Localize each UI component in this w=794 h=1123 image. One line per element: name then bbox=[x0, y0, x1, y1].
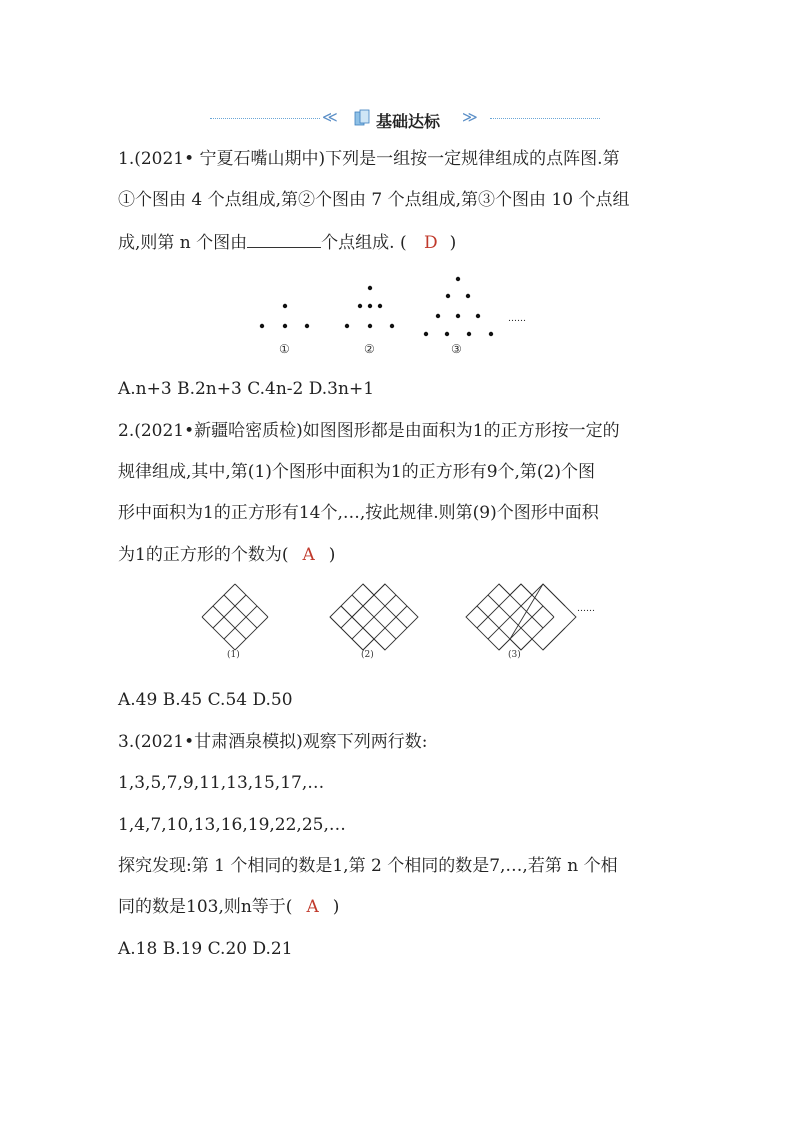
q3-options: A.18 B.19 C.20 D.21 bbox=[118, 939, 293, 959]
q1-caption-2: ② bbox=[364, 342, 375, 356]
header-right-mark: ≫ bbox=[462, 108, 478, 126]
q1-options: A.n+3 B.2n+3 C.4n-2 D.3n+1 bbox=[118, 379, 375, 399]
q1-line2: ①个图由 4 个点组成,第②个图由 7 个点组成,第③个图由 10 个点组 bbox=[118, 190, 630, 210]
q1-dot-figures bbox=[250, 272, 540, 362]
q1-line3-text2: 个点组成. ( bbox=[321, 233, 407, 253]
q3-line1: 3.(2021•甘肃酒泉模拟)观察下列两行数: bbox=[118, 732, 428, 752]
q2-line4-text: 为1的正方形的个数为( bbox=[118, 545, 289, 565]
q2-ellipsis: …… bbox=[577, 604, 595, 614]
q3-answer: A bbox=[306, 897, 319, 917]
q3-line2: 1,3,5,7,9,11,13,15,17,… bbox=[118, 773, 325, 793]
q1-line1: 1.(2021• 宁夏石嘴山期中)下列是一组按一定规律组成的点阵图.第 bbox=[118, 149, 620, 169]
q2-grid-figures bbox=[195, 578, 605, 668]
q1-answer: D bbox=[424, 233, 438, 253]
q3-line3: 1,4,7,10,13,16,19,22,25,… bbox=[118, 815, 346, 835]
q2-line2: 规律组成,其中,第(1)个图形中面积为1的正方形有9个,第(2)个图 bbox=[118, 462, 596, 482]
q2-close-paren: ) bbox=[328, 545, 336, 565]
q2-line1: 2.(2021•新疆哈密质检)如图图形都是由面积为1的正方形按一定的 bbox=[118, 421, 620, 441]
q2-caption-1: (1) bbox=[227, 650, 240, 660]
q2-options: A.49 B.45 C.54 D.50 bbox=[118, 690, 293, 710]
q1-caption-3: ③ bbox=[451, 342, 462, 356]
header-rule-left bbox=[210, 118, 320, 119]
q3-line5 bbox=[118, 896, 339, 918]
q3-line4: 探究发现:第 1 个相同的数是1,第 2 个相同的数是7,…,若第 n 个相 bbox=[118, 856, 618, 876]
q1-answer-blank bbox=[247, 231, 321, 248]
q1-caption-1: ① bbox=[279, 342, 290, 356]
q1-line3-text: 成,则第 n 个图由 bbox=[118, 233, 248, 253]
q2-line4 bbox=[118, 544, 335, 566]
q1-close-paren: ) bbox=[449, 233, 457, 253]
q3-close-paren: ) bbox=[332, 897, 340, 917]
section-header bbox=[210, 108, 600, 130]
q1-line3 bbox=[118, 231, 456, 254]
book-icon bbox=[353, 109, 371, 127]
q2-line3: 形中面积为1的正方形有14个,…,按此规律.则第(9)个图形中面积 bbox=[118, 503, 599, 523]
q3-line5-text: 同的数是103,则n等于( bbox=[118, 897, 293, 917]
header-rule-right bbox=[490, 118, 600, 119]
q2-answer: A bbox=[302, 545, 315, 565]
q1-ellipsis: …… bbox=[508, 314, 526, 324]
q2-caption-3: (3) bbox=[508, 650, 521, 660]
header-left-mark: ≪ bbox=[322, 108, 338, 126]
section-title: 基础达标 bbox=[376, 112, 441, 131]
q2-caption-2: (2) bbox=[361, 650, 374, 660]
